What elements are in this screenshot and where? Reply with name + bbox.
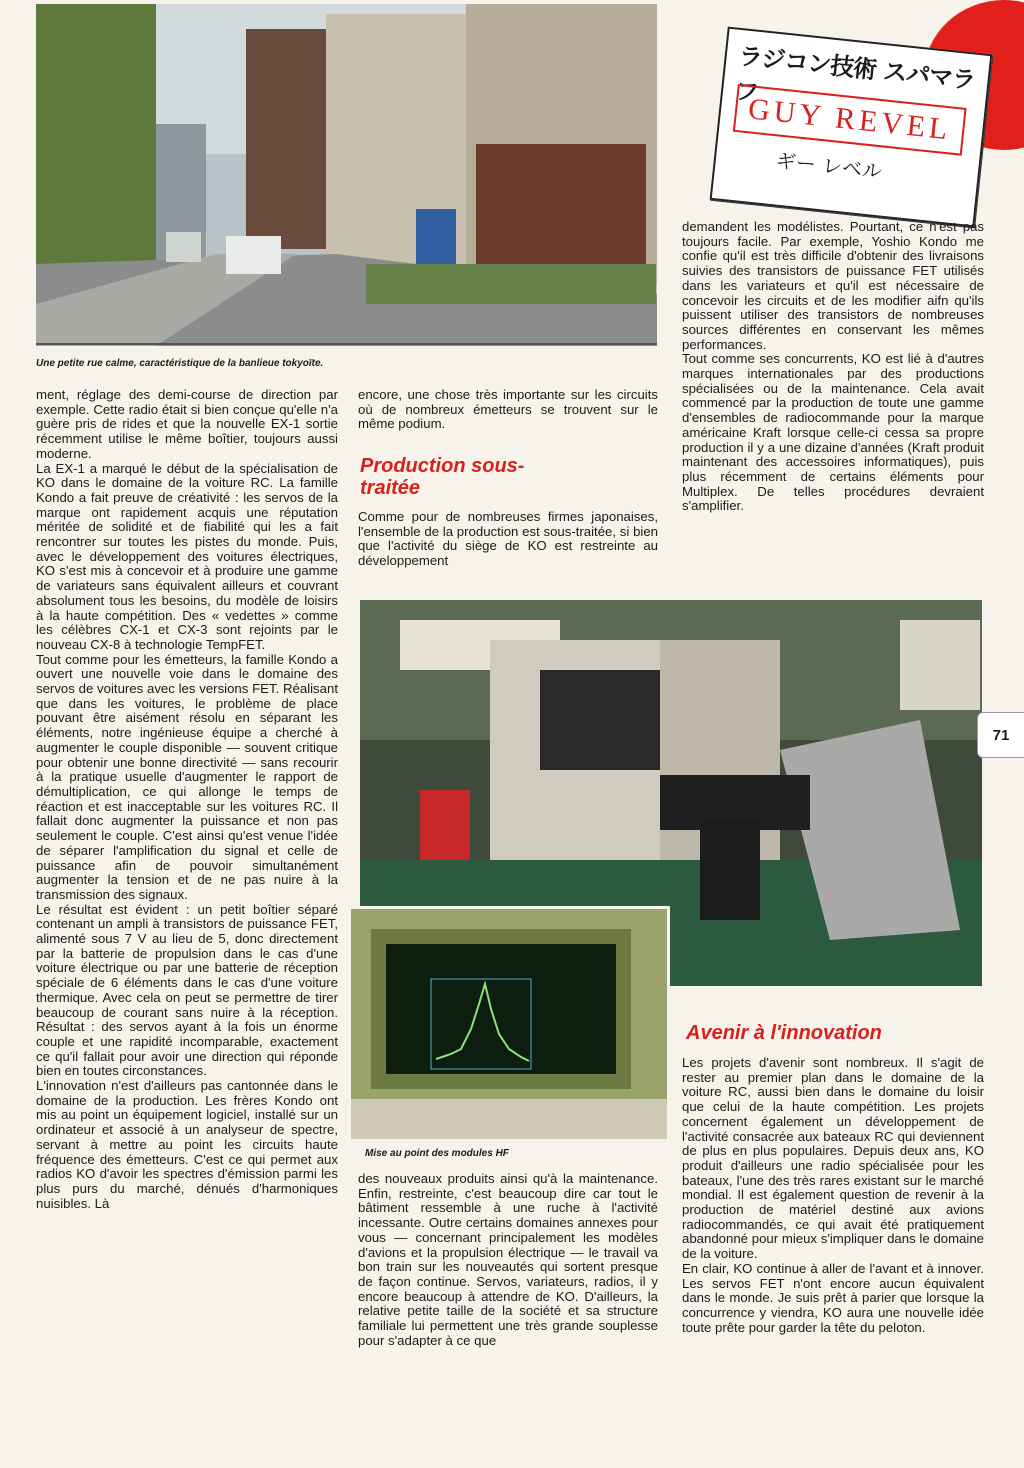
column-3-bottom [682,1056,984,1335]
paragraph: ment, réglage des demi-course de direction par exemple. Cette radio était si bien conçue qu'elle n'a guère pris de rides et que la nouvelle EX-1 sortie récemment utilise le même boîtier, toujours aussi moderne. [36,387,338,461]
paragraph: Tout comme ses concurrents, KO est lié à d'autres marques internationales par des productions spécialisées ou de la maintenance. Cela avait commencé par la production de toute une gamme d'ensembles de radiocommande pour la marque américaine Kraft lorsque celle-ci cessa sa propre production il y a une dizaine d'années (Kraft produit maintenant des accessoires informatiques), puis plus récemment de certains éléments pour Multiplex. De telles procédures devraient s'amplifier. [682,351,984,514]
heading-avenir: Avenir à l'innovation [686,1022,882,1044]
paragraph: En clair, KO continue à aller de l'avant et à innover. Les servos FET n'ont encore aucun équivalent dans le monde. Je suis prêt à parier que lorsque la concurrence y viendra, KO aura une nouvelle idée toute prête pour garder la tête du peloton. [682,1260,984,1335]
stamp-japanese-title: ラジコン技術 スパマラフ [733,41,977,108]
paragraph: des nouveaux produits ainsi qu'à la maintenance. Enfin, restreinte, c'est beaucoup dire car tout le bâtiment ressemble à une ruche à l'activité incessante. Outre certains domaines annexes pour vous — concernant principalement les modèles d'avions et la propulsion électrique — le travail va bon train sur les nouveautés qui sortent presque de façon continue. Servos, variateurs, radios, il y encore beaucoup à attendre de KO. D'ailleurs, la relative petite taille de la société et sa structure familiale lui permettent une très grande souplesse pour s'adapter à ce que [358,1171,658,1348]
spectrum-photo-caption: Mise au point des modules HF [365,1148,509,1159]
column-2-middle [358,510,658,569]
column-1 [36,388,338,1211]
paragraph: Comme pour de nombreuses firmes japonaises, l'ensemble de la production est sous-traitée, si bien que l'activité du siège de KO est restreinte au développement [358,509,658,569]
paragraph: La EX-1 a marqué le début de la spécialisation de KO dans le domaine de la voiture RC. La famille Kondo a fait preuve de créativité : les servos de la marque ont rapidement acquis une réputation méritée de solidité et de fiabilité qui les a fait rencontrer sur toutes les pistes du monde. Puis, avec le développement des voitures électriques, KO s'est mis à concevoir et à produire une gamme de variateurs sans équivalent ailleurs et couvrant absolument tous les besoins, du modèle de loisirs à la haute compétition. Des « vedettes » comme les célèbres CX-1 et CX-3 sont rejoints par le nouveau CX-8 à technologie TempFET. [36,460,338,652]
paragraph: Tout comme pour les émetteurs, la famille Kondo a ouvert une nouvelle voie dans le domaine des servos de voitures avec les versions FET. Réalisant que dans les voitures, le problème de place pouvant être aisément résolu en séparant les éléments, notre ingénieuse équipe a cherché à augmenter le couple disponible — souvent critique pour obtenir une bonne directivité — sans recourir à la pratique usuelle d'augmenter le rapport de démultiplication, ce qui allonge le temps de réaction et est inacceptable sur les voitures RC. Il fallait donc augmenter la puissance et non pas seulement le couple. C'est ainsi qu'est venue l'idée de séparer l'amplification du signal et celle de puissance afin de pouvoir simultanément augmenter la tension et de ne pas nuire à la transmission des signaux. [36,651,338,902]
heading-production: Production sous-traitée [360,455,525,499]
paragraph: L'innovation n'est d'ailleurs pas cantonnée dans le domaine de la production. Les frères Kondo ont mis au point un équipement logiciel, installé sur un ordinateur et associé à un analyseur de spectre, servant à mettre au point les circuits haute fréquence des émetteurs. C'est ce qui permet aux radios KO d'avoir les spectres d'émission parmi les plus purs du marché, dénués d'harmoniques nuisibles. Là [36,1078,338,1211]
author-stamp [710,27,993,228]
paragraph: demandent les modélistes. Pourtant, ce n'est pas toujours facile. Par exemple, Yoshio Kondo me confie qu'il est très difficile d'obtenir des livraisons suivies des transistors de puissance FET utilisés dans les variateurs et qu'il est nécessaire de concevoir les circuits et de les modifier aifn qu'ils puissent utiliser des transistors de nombreuses sources différentes en conservant les mêmes performances. [682,219,984,352]
street-photo-caption: Une petite rue calme, caractéristique de la banlieue tokyoïte. [36,358,324,369]
column-2-bottom [358,1172,658,1348]
paragraph: Le résultat est évident : un petit boîtier séparé contenant un ampli à transistors de puissance FET, alimenté sous 7 V au lieu de 5, donc directement par la batterie de propulsion dans le cas d'une voiture électrique ou par une batterie de réception spéciale de 6 éléments dans le cas d'une voiture thermique. Avec cela on peut se permettre de tirer beaucoup de courant sans nuire à la réception. Résultat : des servos ayant à la fois un énorme couple et une rapidité incomparable, exactement ce qu'il fallait pour avoir une direction qui réponde bien en toutes circonstances. [36,901,338,1079]
author-name: GUY REVEL [733,84,967,156]
paragraph: encore, une chose très importante sur les circuits où de nombreux émetteurs se trouvent sur le même podium. [358,387,658,432]
column-2-top [358,388,658,432]
street-photo [36,4,657,346]
column-3-top [682,220,984,514]
author-name-japanese: ギー レベル [774,148,884,184]
page-number: 71 [977,712,1024,758]
spectrum-analyzer-photo [348,906,670,1142]
paragraph: Les projets d'avenir sont nombreux. Il s'agit de rester au premier plan dans le domaine de la voiture RC, aussi bien dans le domaine du loisir que celui de la haute compétition. Les projets concernent également un développement de l'activité consacrée aux bateaux RC qui deviennent de plus en plus populaires. Depuis deux ans, KO produit d'ailleurs une radio spécialisée pour les bateaux, l'une des très rares existant sur le marché mondial. Il est également question de revenir à la production de matériel destiné aux avions radiocommandés, ce qui avait été pratiquement abandonné pour mieux s'impliquer dans le domaine de la voiture. [682,1055,984,1262]
